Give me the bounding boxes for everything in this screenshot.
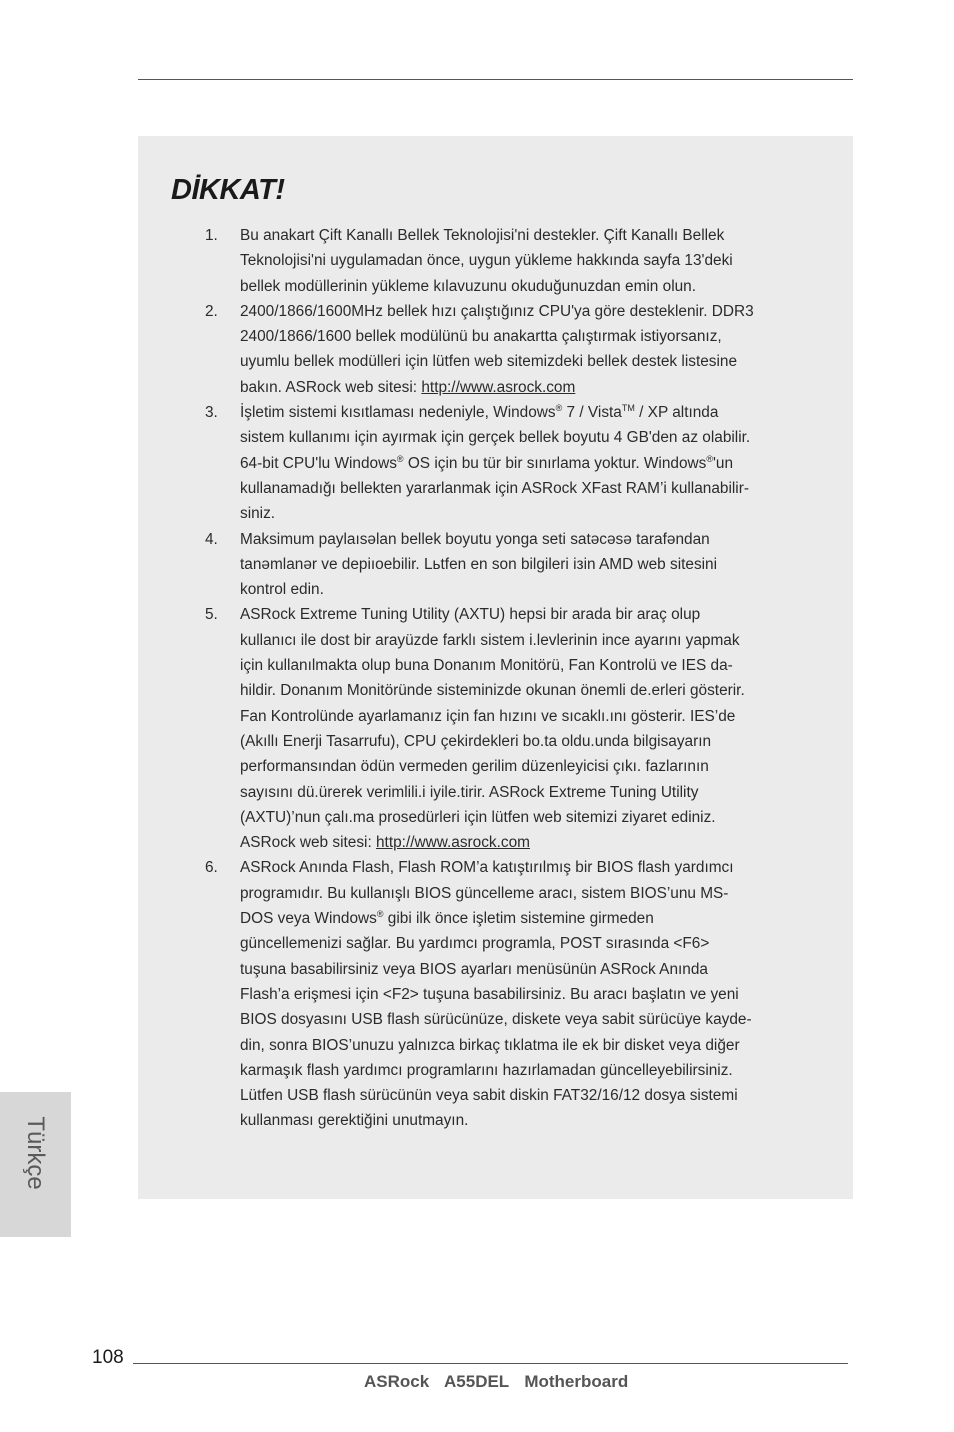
note-line bbox=[240, 248, 810, 273]
note-text: kullanamadığı bellekten yararlanmak için ASRock XFast RAM’i kullanabilir- bbox=[240, 479, 749, 497]
note-item bbox=[170, 527, 810, 603]
note-line bbox=[240, 881, 810, 906]
note-text: Fan Kontrolünde ayarlamanız için fan hızını ve sıcaklı.ını gösterir. IES’de bbox=[240, 707, 736, 725]
note-text: OS için bu tür bir sınırlama yoktur. Windows bbox=[403, 454, 707, 472]
note-item bbox=[170, 602, 810, 855]
note-line bbox=[240, 906, 810, 931]
note-line bbox=[240, 678, 810, 703]
note-line bbox=[240, 653, 810, 678]
note-number: 6. bbox=[205, 859, 218, 877]
note-item bbox=[170, 400, 810, 526]
note-text: kullanması gerektiğini unutmayın. bbox=[240, 1112, 469, 1130]
note-line bbox=[240, 501, 810, 526]
note-line bbox=[240, 957, 810, 982]
note-line bbox=[240, 1007, 810, 1032]
note-line bbox=[240, 274, 810, 299]
note-line bbox=[240, 1033, 810, 1058]
note-line bbox=[240, 931, 810, 956]
note-text: din, sonra BIOS’unuzu yalnızca birkaç tıklatma ile ek bir disket veya diğer bbox=[240, 1036, 740, 1054]
website-link[interactable]: http://www.asrock.com bbox=[376, 834, 530, 852]
note-text: BIOS dosyasını USB flash sürücünüze, diskete veya sabit sürücüye kayde- bbox=[240, 1011, 752, 1029]
trademark-mark: TM bbox=[621, 403, 635, 414]
note-text: 64-bit CPU'lu Windows bbox=[240, 454, 397, 472]
trademark-mark: ® bbox=[396, 453, 404, 464]
note-line bbox=[240, 223, 810, 248]
note-line bbox=[240, 476, 810, 501]
note-line bbox=[240, 729, 810, 754]
trademark-mark: ® bbox=[376, 909, 384, 920]
note-text: karmaşık flash yardımcı programlarını hazırlamadan güncelleyebilirsiniz. bbox=[240, 1061, 733, 1079]
note-text: için kullanılmakta olup buna Donanım Monitörü, Fan Kontrolü ve IES da- bbox=[240, 657, 733, 675]
note-line bbox=[240, 425, 810, 450]
note-number: 2. bbox=[205, 302, 218, 320]
note-item bbox=[170, 223, 810, 299]
note-line bbox=[240, 1083, 810, 1108]
note-text: bellek modüllerinin yükleme kılavuzunu okuduğunuzdan emin olun. bbox=[240, 277, 697, 295]
note-text: güncellemenizi sağlar. Bu yardımcı programla, POST sırasında <F6> bbox=[240, 935, 710, 953]
trademark-mark: ® bbox=[555, 403, 563, 414]
note-line bbox=[240, 299, 810, 324]
note-text: performansından ödün vermeden gerilim düzenleyicisi çıkı. fazlarının bbox=[240, 758, 709, 776]
note-line bbox=[240, 349, 810, 374]
note-text: Maksimum paylaısəlan bellek boyutu yonga seti satəcəsə tarafəndan bbox=[240, 530, 710, 548]
note-text: ASRock Anında Flash, Flash ROM’a katıştırılmış bir BIOS flash yardımcı bbox=[240, 859, 734, 877]
note-line bbox=[240, 577, 810, 602]
note-text: 2400/1866/1600 bellek modülünü bu anakartta çalıştırmak istiyorsanız, bbox=[240, 328, 722, 346]
trademark-mark: ® bbox=[706, 453, 713, 464]
website-link[interactable]: http://www.asrock.com bbox=[421, 378, 576, 396]
language-tab-label: Türkçe bbox=[22, 1116, 49, 1190]
note-text: tanəmlanər ve depiıoebilir. Lьtfen en son bilgileri iзin AMD web sitesini bbox=[240, 555, 718, 573]
note-line bbox=[240, 400, 810, 425]
note-text: tuşuna basabilirsiniz veya BIOS ayarları menüsünün ASRock Anında bbox=[240, 960, 708, 978]
footer-product-title: ASRock A55DEL Motherboard bbox=[364, 1372, 629, 1391]
top-divider bbox=[138, 79, 853, 80]
note-text: 'un bbox=[712, 454, 734, 472]
note-text: Bu anakart Çift Kanallı Bellek Teknolojisi'ni destekler. Çift Kanallı Bellek bbox=[240, 227, 725, 244]
note-text: ASRock web sitesi: bbox=[240, 834, 376, 852]
note-text: bakın. ASRock web sitesi: bbox=[240, 378, 422, 396]
note-number: 4. bbox=[205, 530, 218, 548]
note-number: 5. bbox=[205, 606, 218, 624]
note-line bbox=[240, 982, 810, 1007]
note-text: sistem kullanımı için ayırmak için gerçek bellek boyutu 4 GB'den az olabilir. bbox=[240, 429, 751, 447]
note-item bbox=[170, 299, 810, 400]
note-line bbox=[240, 805, 810, 830]
note-text: DOS veya Windows bbox=[240, 910, 377, 928]
note-line bbox=[240, 754, 810, 779]
note-line bbox=[240, 324, 810, 349]
note-line bbox=[240, 780, 810, 805]
page-number: 108 bbox=[92, 1347, 124, 1368]
note-line bbox=[240, 830, 810, 855]
note-line bbox=[240, 552, 810, 577]
note-line bbox=[240, 1108, 810, 1133]
note-text: kontrol edin. bbox=[240, 581, 324, 599]
note-text: kullanıcı ile dost bir arayüzde farklı sistem i.levlerinin ince ayarını yapmak bbox=[240, 631, 740, 649]
note-line bbox=[240, 855, 810, 880]
note-number: 1. bbox=[205, 227, 218, 244]
bottom-divider bbox=[133, 1363, 848, 1364]
note-text: (AXTU)’nun çalı.ma prosedürleri için lütfen web sitemizi ziyaret ediniz. bbox=[240, 808, 716, 826]
note-text: siniz. bbox=[240, 505, 276, 523]
note-text: ASRock Extreme Tuning Utility (AXTU) hepsi bir arada bir araç olup bbox=[240, 606, 701, 624]
caution-list bbox=[170, 223, 810, 1134]
note-line bbox=[240, 451, 810, 476]
note-text: İşletim sistemi kısıtlaması nedeniyle, Windows bbox=[240, 404, 556, 422]
note-text: uyumlu bellek modülleri için lütfen web sitemizdeki bellek destek listesine bbox=[240, 353, 738, 371]
note-line bbox=[240, 602, 810, 627]
note-line bbox=[240, 375, 810, 400]
note-text: sayısını dü.ürerek verimlili.i iyile.tirir. ASRock Extreme Tuning Utility bbox=[240, 783, 699, 801]
caution-heading: DİKKAT! bbox=[171, 174, 285, 206]
note-item bbox=[170, 855, 810, 1133]
note-text: programıdır. Bu kullanışlı BIOS güncelleme aracı, sistem BIOS’unu MS- bbox=[240, 884, 729, 902]
note-text: Flash’a erişmesi için <F2> tuşuna basabilirsiniz. Bu aracı başlatın ve yeni bbox=[240, 985, 739, 1003]
note-text: / XP altında bbox=[634, 404, 719, 422]
note-text: Teknolojisi'ni uygulamadan önce, uygun yükleme hakkında sayfa 13'deki bbox=[240, 252, 733, 270]
note-text: (Akıllı Enerji Tasarrufu), CPU çekirdekleri bo.ta oldu.unda bilgisayarın bbox=[240, 732, 712, 750]
note-line bbox=[240, 527, 810, 552]
note-text: 2400/1866/1600MHz bellek hızı çalıştığınız CPU'ya göre desteklenir. DDR3 bbox=[240, 302, 754, 320]
note-line bbox=[240, 628, 810, 653]
note-line bbox=[240, 1058, 810, 1083]
note-text: Lütfen USB flash sürücünün veya sabit diskin FAT32/16/12 dosya sistemi bbox=[240, 1087, 738, 1105]
note-number: 3. bbox=[205, 404, 218, 422]
note-text: hildir. Donanım Monitöründe sisteminizde okunan önemli de.erleri gösterir. bbox=[240, 682, 745, 700]
note-line bbox=[240, 704, 810, 729]
note-text: 7 / Vista bbox=[562, 404, 622, 422]
note-text: gibi ilk önce işletim sistemine girmeden bbox=[383, 910, 654, 928]
